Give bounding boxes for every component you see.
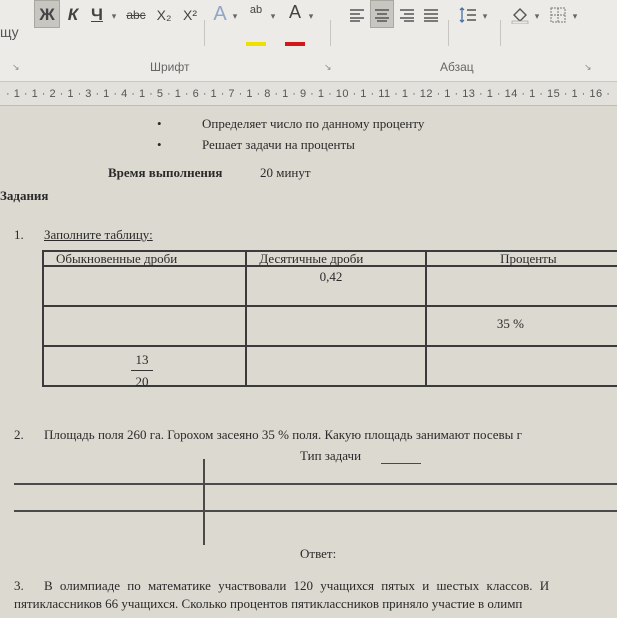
task-type-blank[interactable] xyxy=(381,463,421,464)
justify-icon xyxy=(423,8,439,22)
highlighter-icon: ab xyxy=(249,4,263,16)
paragraph-group-launcher-icon[interactable]: ↘ xyxy=(584,62,592,72)
strikethrough-button[interactable]: abc xyxy=(126,8,146,22)
bullet-icon: • xyxy=(157,116,162,131)
paint-bucket-icon xyxy=(510,6,530,24)
chevron-down-icon: ▾ xyxy=(111,11,117,21)
borders-icon xyxy=(550,7,566,23)
line-spacing-dropdown[interactable] xyxy=(480,0,490,28)
scheme-divider xyxy=(203,459,205,545)
align-left-icon xyxy=(349,8,365,22)
font-color-button[interactable]: A xyxy=(288,2,301,22)
time-label: Время выполнения xyxy=(108,165,223,180)
chevron-down-icon: ▾ xyxy=(308,11,314,21)
fill-in-table xyxy=(42,250,617,387)
fraction-numerator: 13 xyxy=(135,352,149,367)
table-header: Проценты xyxy=(426,251,617,266)
objective-item: Определяет число по данному проценту xyxy=(202,116,425,131)
chevron-down-icon: ▾ xyxy=(232,11,238,21)
bold-button[interactable]: Ж xyxy=(34,0,60,28)
table-cell[interactable] xyxy=(246,266,425,306)
scheme-line xyxy=(14,510,617,512)
horizontal-ruler[interactable]: · 1 · 1 · 2 · 1 · 3 · 1 · 4 · 1 · 5 · 1 · 6 · 1 · 7 · 1 · 8 · 1 · 9 · 1 · 10 · 1 · 11 · 1 · 12 · 1 · 13 · 1 · 14 · 1 · 15 · 1 · 16 · xyxy=(0,82,617,106)
scheme-line xyxy=(14,483,617,485)
decimal-value: 0,42 xyxy=(319,269,343,284)
highlight-button[interactable] xyxy=(244,0,268,28)
task-number: 2. xyxy=(14,427,24,442)
highlight-dropdown[interactable] xyxy=(268,0,278,28)
align-left-button[interactable] xyxy=(346,0,368,28)
align-right-button[interactable] xyxy=(396,0,418,28)
chevron-down-icon: ▾ xyxy=(572,11,578,21)
task-text: В олимпиаде по математике участвовали 120 учащихся пятых и шестых классов. И xyxy=(44,578,550,593)
bullet-icon: • xyxy=(157,137,162,152)
shading-dropdown[interactable] xyxy=(532,0,542,28)
section-title: Задания xyxy=(0,188,49,203)
task-text: Площадь поля 260 га. Горохом засеяно 35 % поля. Какую площадь занимают посевы г xyxy=(44,427,522,442)
font-group-label: Шрифт xyxy=(150,60,190,74)
align-right-icon xyxy=(399,8,415,22)
objective-item: Решает задачи на проценты xyxy=(202,137,355,152)
align-center-button[interactable] xyxy=(370,0,394,28)
table-cell-blank[interactable] xyxy=(426,266,617,306)
shading-button[interactable] xyxy=(508,0,532,28)
chevron-down-icon: ▾ xyxy=(270,11,276,21)
superscript-button[interactable]: X² xyxy=(183,7,197,23)
justify-button[interactable] xyxy=(420,0,442,28)
clipboard-group-launcher-icon[interactable]: ↘ xyxy=(12,62,20,72)
paragraph-group-label: Абзац xyxy=(440,60,474,74)
table-header: Обыкновенные дроби xyxy=(43,251,246,266)
font-color-swatch xyxy=(285,42,305,46)
table-cell-blank[interactable] xyxy=(43,266,246,306)
task-type-label: Тип задачи xyxy=(300,448,362,463)
underline-button[interactable]: Ч xyxy=(91,5,103,24)
borders-dropdown[interactable] xyxy=(570,0,580,28)
fraction-bar xyxy=(131,370,153,371)
table-cell-blank[interactable] xyxy=(43,306,246,346)
table-row xyxy=(43,266,617,306)
table-row xyxy=(43,346,617,386)
percent-value: 35 % xyxy=(496,316,524,331)
task-text: пятиклассников 66 учащихся. Сколько процентов пятиклассников приняло участие в олимп xyxy=(14,596,523,611)
ribbon-toolbar xyxy=(0,0,617,82)
ribbon-separator xyxy=(204,20,205,46)
highlight-color-swatch xyxy=(246,42,266,46)
borders-button[interactable] xyxy=(546,0,570,28)
task-text: Заполните таблицу: xyxy=(44,227,153,242)
chevron-down-icon: ▾ xyxy=(534,11,540,21)
table-cell-blank[interactable] xyxy=(246,346,425,386)
underline-dropdown[interactable] xyxy=(108,0,120,28)
ribbon-separator xyxy=(500,20,501,46)
task-number: 3. xyxy=(14,578,24,593)
line-spacing-button[interactable] xyxy=(456,0,480,28)
ribbon-separator xyxy=(330,20,331,46)
italic-button[interactable]: К xyxy=(67,5,79,24)
table-cell-blank[interactable] xyxy=(246,306,425,346)
text-effects-dropdown[interactable] xyxy=(230,0,240,28)
table-cell[interactable] xyxy=(426,306,617,346)
task-number: 1. xyxy=(14,227,24,242)
fraction-denominator: 20 xyxy=(135,374,149,389)
align-center-icon xyxy=(374,8,390,22)
answer-label: Ответ: xyxy=(300,546,337,561)
table-cell-blank[interactable] xyxy=(426,346,617,386)
table-header: Десятичные дроби xyxy=(246,251,425,266)
font-group-launcher-icon[interactable]: ↘ xyxy=(324,62,332,72)
time-value: 20 минут xyxy=(260,165,311,180)
subscript-button[interactable]: X₂ xyxy=(156,7,172,23)
line-spacing-icon xyxy=(459,7,477,23)
text-effects-button[interactable]: A xyxy=(213,3,227,25)
document-page[interactable] xyxy=(0,106,617,618)
table-row xyxy=(43,306,617,346)
truncated-ribbon-label: щу xyxy=(0,24,19,40)
chevron-down-icon: ▾ xyxy=(482,11,488,21)
ribbon-separator xyxy=(448,20,449,46)
font-color-dropdown[interactable] xyxy=(306,0,316,28)
